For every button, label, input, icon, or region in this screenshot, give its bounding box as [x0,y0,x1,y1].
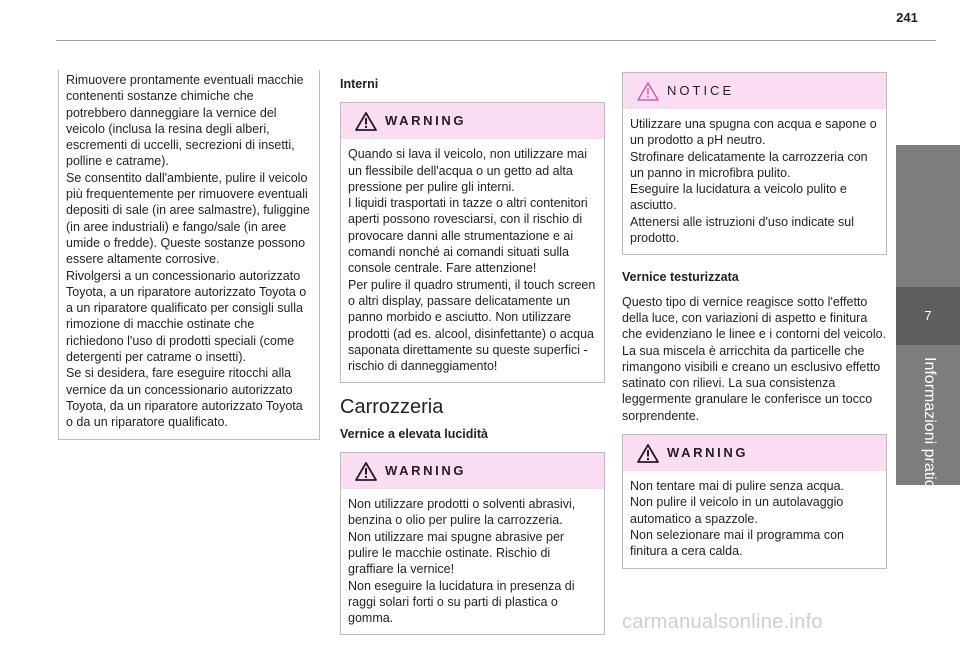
warning-box-interior [340,102,605,383]
warning-line: Per pulire il quadro strumenti, il touch screen o altri display, passare delicatamente un panno morbido e asciutto. Non utilizzare prodotti (ad es. alcool, disinfettante) o acqua saponata direttamente su queste superfici - rischio di danneggiamento! [348,277,596,374]
warning-line: Non utilizzare prodotti o solventi abrasivi, benzina o olio per pulire la carrozzeria. [348,497,576,528]
notice-header [623,73,886,109]
warning-header [341,103,604,139]
header-divider [56,40,936,41]
warning-header [623,435,886,471]
notice-box [622,72,887,255]
warning-title: WARNING [385,113,467,129]
warning-line: Non pulire il veicolo in un autolavaggio automatico a spazzole. [630,495,844,526]
chapter-number: 7 [924,308,932,323]
page-number: 241 [896,10,918,25]
chapter-title: Informazioni pratiche [921,357,938,506]
chapter-side-tab[interactable] [896,145,960,506]
warning-triangle-icon [355,462,377,481]
notice-line: Attenersi alle istruzioni d'uso indicate sul prodotto. [630,214,855,246]
warning-title: WARNING [385,462,467,478]
textured-paint-text: Questo tipo di vernice reagisce sotto l'effetto della luce, con variazioni di aspetto e finitura che evidenziano le linee e i contorni del veicolo. La sua miscela è arricchita da particelle che rimangono visibili e creano un esclusivo effetto satinato con rilievi. La sua consistenza leggermente granulare le conferisce un tocco sorprendente. [622,294,887,423]
chapter-number-box [896,287,960,345]
notice-line: Eseguire la lucidatura a veicolo pulito e asciutto. [630,182,847,213]
warning-box-textured [622,434,887,568]
textured-paint-heading: Vernice testurizzata [622,270,739,285]
warning-line: Non tentare mai di pulire senza acqua. [630,479,845,494]
warning-body [623,471,886,567]
paint-care-box [58,70,320,440]
warning-body [341,139,604,382]
notice-title: NOTICE [667,82,735,98]
gloss-paint-heading: Vernice a elevata lucidità [340,426,488,441]
column-2 [340,76,605,649]
warning-line: Quando si lava il veicolo, non utilizzare mai un flessibile dell'acqua o un getto ad alta pressione per pulire gli interni. [348,147,588,194]
notice-triangle-icon [637,82,659,101]
paragraph: Rimuovere prontamente eventuali macchie contenenti sostanze chimiche che potrebbero danneggiare la vernice del veicolo (inclusa la resina degli alberi, escrementi di uccelli, secrezioni di insetti, polline e catrame). [66,73,304,169]
warning-triangle-icon [637,444,659,463]
interior-heading: Interni [340,77,379,91]
warning-line: Non selezionare mai il programma con finitura a cera calda. [630,527,844,559]
paragraph: Se consentito dall'ambiente, pulire il veicolo più frequentemente per rimuovere eventuali depositi di sale (in aree salmastre), fuliggine (in aree industriali) e fango/sale (in aree umide o fredde). Queste sostanze possono essere altamente corrosive. [66,170,310,267]
column-3 [622,72,887,583]
warning-body [341,489,604,634]
column-1 [58,70,320,440]
paragraph: Se si desidera, fare eseguire ritocchi alla vernice da un concessionario autorizzato Toyota, da un riparatore autorizzato Toyota o da un riparatore qualificato. [66,366,303,430]
warning-line: I liquidi trasportati in tazze o altri contenitori aperti possono rovesciarsi, con il rischio di provocare danni alle strumentazione e ai comandi nonché ai comandi situati sulla console centrale. Fare attenzione! [348,196,588,276]
warning-title: WARNING [667,444,749,460]
warning-triangle-icon [355,112,377,131]
watermark: carmanualsonline.info [622,611,823,633]
notice-line: Strofinare delicatamente la carrozzeria con un panno in microfibra pulito. [630,149,868,180]
warning-box-gloss [340,452,605,635]
section-title-bodywork: Carrozzeria [340,396,444,419]
warning-header [341,453,604,489]
warning-line: Non utilizzare mai spugne abrasive per pulire le macchie ostinate. Rischio di graffiare la vernice! [348,529,565,577]
paragraph: Rivolgersi a un concessionario autorizzato Toyota, a un riparatore autorizzato Toyota o a un riparatore qualificato per consigli sulla rimozione di macchie ostinate che richiedono l'uso di prodotti speciali (come detergenti per catrame o insetti). [66,268,307,365]
notice-body [623,109,886,254]
notice-line: Utilizzare una spugna con acqua e sapone o un prodotto a pH neutro. [630,117,877,148]
warning-line: Non eseguire la lucidatura in presenza di raggi solari forti o su parti di plastica o gomma. [348,578,575,626]
